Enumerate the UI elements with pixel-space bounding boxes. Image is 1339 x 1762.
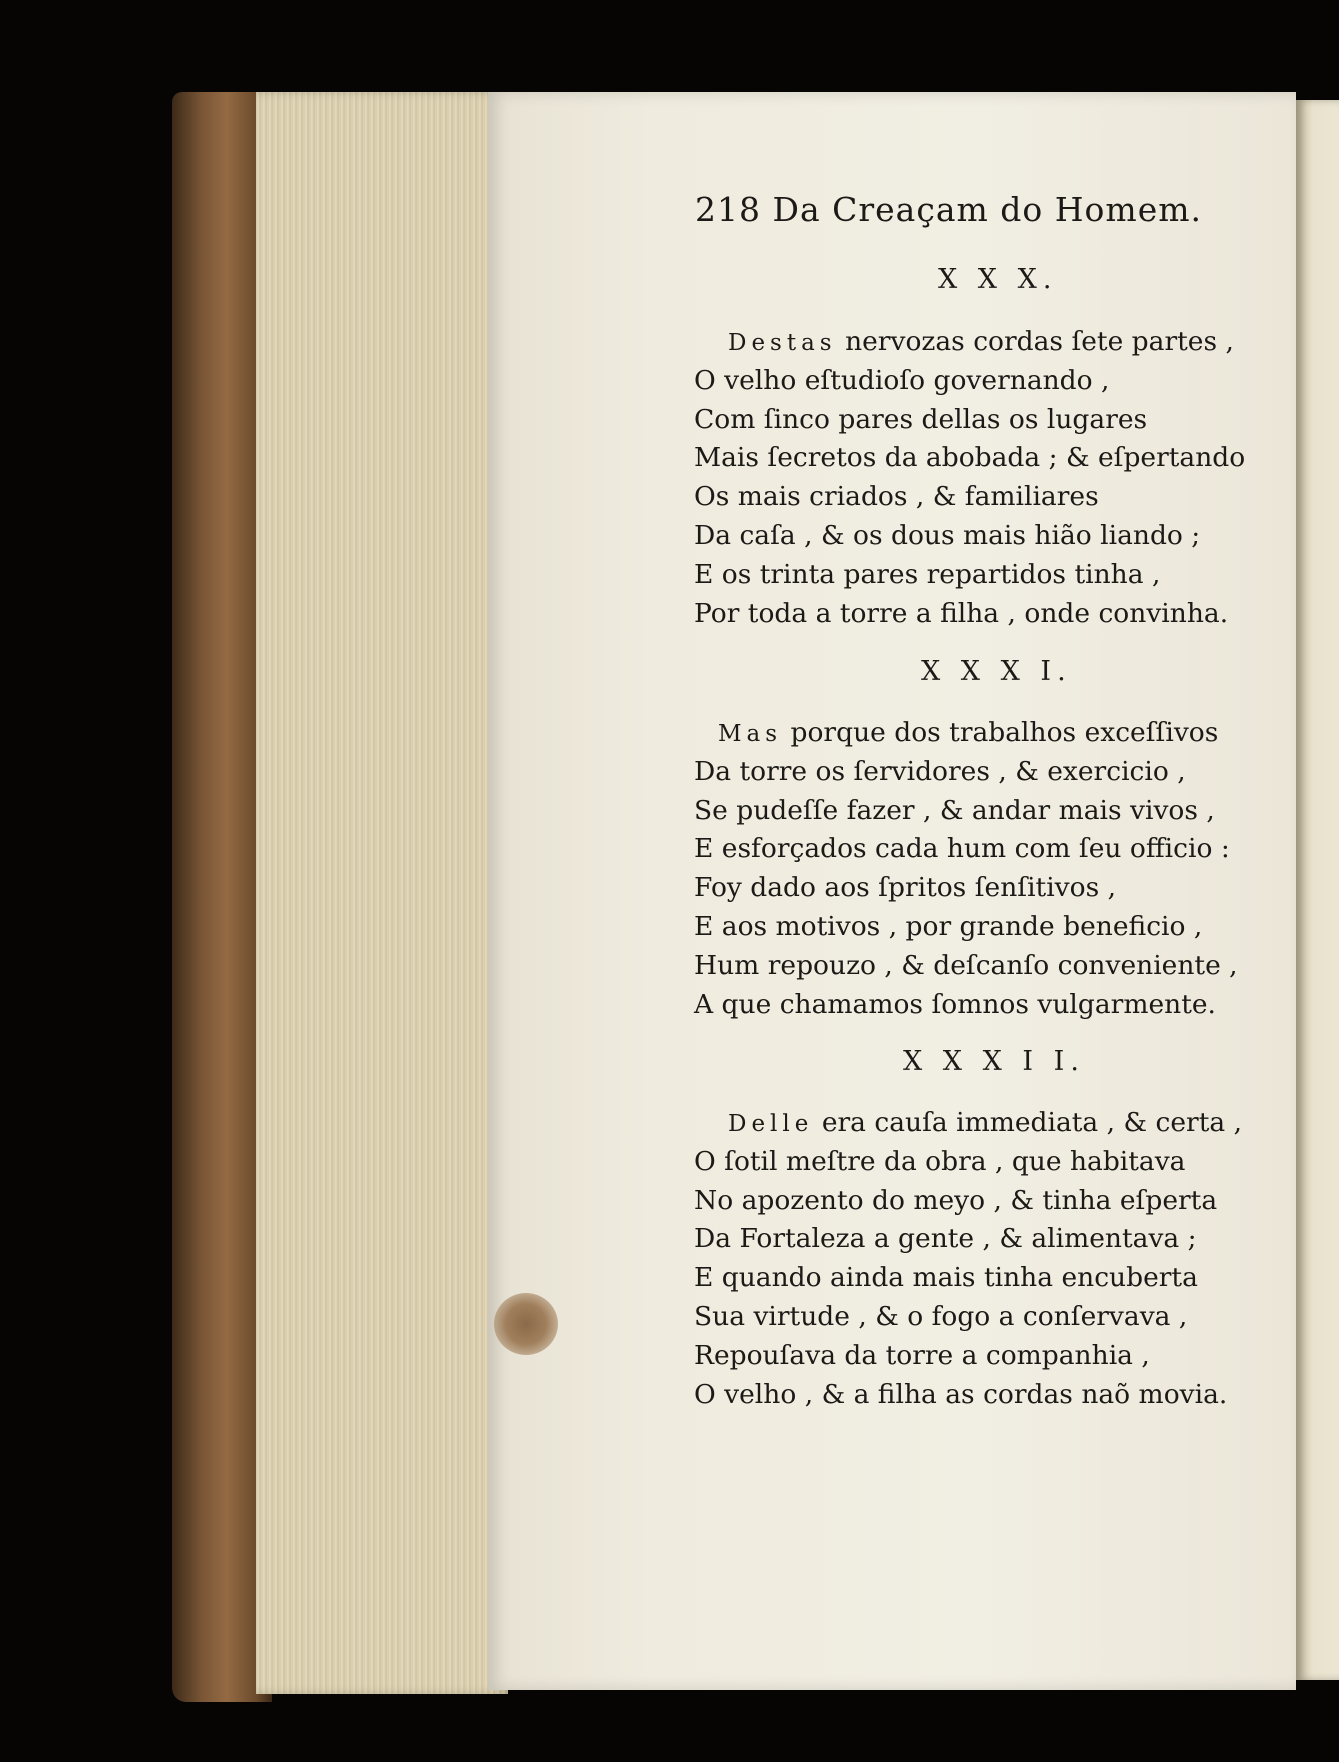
stanza-lead-word: Delle: [728, 1111, 814, 1137]
verse-line: Da caſa , & os dous mais hião liando ;: [694, 519, 1201, 551]
verse-line: E os trinta pares repartidos tinha ,: [694, 558, 1161, 590]
verse-line: O ſotil meſtre da obra , que habitava: [694, 1145, 1186, 1177]
verse-line: Mais ſecretos da abobada ; & eſpertando: [694, 442, 1246, 474]
verse-line: Se pudeſſe fazer , & andar mais vivos ,: [694, 794, 1215, 826]
stanza-number: X X X I.: [921, 656, 1072, 687]
running-title: Da Creaçam do Homem.: [772, 190, 1203, 229]
verse-line: Foy dado aos ſpritos ſenſitivos ,: [694, 872, 1117, 904]
verse-line: E esforçados cada hum com ſeu officio :: [694, 833, 1230, 865]
running-head: [695, 190, 1202, 229]
facing-page-edge: [1296, 100, 1339, 1680]
verse-line: Os mais criados , & familiares: [694, 481, 1099, 513]
stanza-number: X X X.: [938, 264, 1058, 295]
verse-line: Da Fortaleza a gente , & alimentava ;: [694, 1223, 1197, 1255]
verse-line: Repouſava da torre a companhia ,: [694, 1339, 1150, 1371]
verse-line: E aos motivos , por grande beneficio ,: [694, 910, 1203, 942]
verse-line: Da torre os ſervidores , & exercicio ,: [694, 755, 1186, 787]
verse-line: Sua virtude , & o fogo a conſervava ,: [694, 1300, 1188, 1332]
stanza-number: X X X I I.: [903, 1046, 1085, 1077]
verse-line: Hum repouzo , & deſcanſo conveniente ,: [694, 949, 1238, 981]
foxing-stain: [494, 1293, 558, 1355]
stanza: [694, 323, 1245, 633]
stanza: [694, 1104, 1242, 1414]
verse-line: A que chamamos ſomnos vulgarmente.: [694, 988, 1216, 1020]
verse-line: Mas porque dos trabalhos exceſſivos: [718, 717, 1219, 748]
verse-line: No apozento do meyo , & tinha eſperta: [694, 1184, 1218, 1216]
verse-line: Destas nervozas cordas ſete partes ,: [728, 326, 1234, 357]
stanza-lead-word: Mas: [718, 721, 783, 747]
verse-line: O velho eſtudioſo governando ,: [694, 364, 1110, 396]
page-number: 218: [695, 190, 761, 229]
stanza-lead-word: Destas: [728, 330, 837, 356]
verse-line: Por toda a torre a filha , onde convinha.: [694, 597, 1229, 629]
verse-line: E quando ainda mais tinha encuberta: [694, 1262, 1198, 1294]
page-edges: [256, 92, 508, 1694]
stanza: [694, 714, 1238, 1024]
verse-line: Delle era cauſa immediata , & certa ,: [728, 1107, 1242, 1138]
verse-line: Com ſinco pares dellas os lugares: [694, 403, 1148, 435]
verse-line: O velho , & a filha as cordas naõ movia.: [694, 1378, 1228, 1410]
